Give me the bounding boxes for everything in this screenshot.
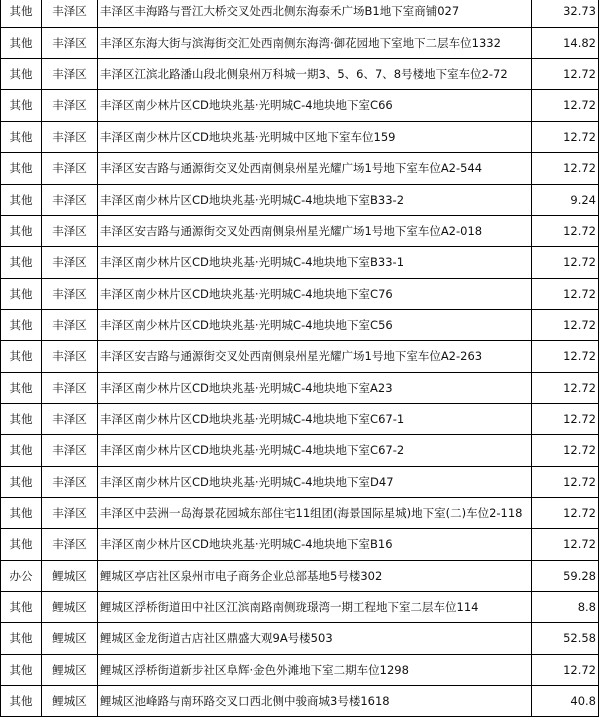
area-cell: 12.72: [532, 655, 599, 686]
area-cell: 12.72: [532, 404, 599, 435]
type-cell: 其他: [1, 310, 42, 341]
area-cell: 9.24: [532, 185, 599, 216]
table-row: [1, 341, 599, 373]
type-cell: 其他: [1, 0, 42, 28]
type-cell: 其他: [1, 28, 42, 59]
type-cell: 其他: [1, 529, 42, 561]
location-cell: 丰泽区南少林片区CD地块兆基·光明城C-4地块地下室B33-1: [98, 247, 532, 279]
location-cell: 鲤城区池峰路与南环路交叉口西北侧中骏商城3号楼1618: [98, 686, 532, 717]
type-cell: 其他: [1, 247, 42, 279]
district-cell: 丰泽区: [42, 435, 98, 467]
table-row: [1, 467, 599, 498]
type-cell: 办公: [1, 561, 42, 592]
type-cell: 其他: [1, 498, 42, 529]
location-cell: 丰泽区南少林片区CD地块兆基·光明城C-4地块地下室D47: [98, 467, 532, 498]
table-row: [1, 122, 599, 153]
type-cell: 其他: [1, 185, 42, 216]
table-row: [1, 28, 599, 59]
area-cell: 12.72: [532, 310, 599, 341]
location-cell: 丰泽区安吉路与通源街交叉处西南侧泉州星光耀广场1号地下室车位A2-544: [98, 153, 532, 185]
location-cell: 鲤城区亭店社区泉州市电子商务企业总部基地5号楼302: [98, 561, 532, 592]
table-row: [1, 404, 599, 435]
type-cell: 其他: [1, 216, 42, 247]
area-cell: 12.72: [532, 90, 599, 122]
district-cell: 丰泽区: [42, 0, 98, 28]
area-cell: 52.58: [532, 623, 599, 655]
type-cell: 其他: [1, 655, 42, 686]
area-cell: 12.72: [532, 216, 599, 247]
district-cell: 丰泽区: [42, 279, 98, 310]
district-cell: 丰泽区: [42, 373, 98, 404]
location-cell: 丰泽区南少林片区CD地块兆基·光明城C-4地块地下室B33-2: [98, 185, 532, 216]
location-cell: 丰泽区安吉路与通源街交叉处西南侧泉州星光耀广场1号地下室车位A2-263: [98, 341, 532, 373]
table-row: [1, 153, 599, 185]
area-cell: 12.72: [532, 341, 599, 373]
type-cell: 其他: [1, 467, 42, 498]
type-cell: 其他: [1, 122, 42, 153]
location-cell: 丰泽区南少林片区CD地块兆基·光明城C-4地块地下室A23: [98, 373, 532, 404]
district-cell: 丰泽区: [42, 59, 98, 90]
type-cell: 其他: [1, 373, 42, 404]
area-cell: 12.72: [532, 122, 599, 153]
district-cell: 鲤城区: [42, 561, 98, 592]
district-cell: 丰泽区: [42, 216, 98, 247]
district-cell: 丰泽区: [42, 404, 98, 435]
location-cell: 丰泽区南少林片区CD地块兆基·光明城C-4地块地下室C56: [98, 310, 532, 341]
table-row: [1, 655, 599, 686]
table-row: [1, 310, 599, 341]
table-row: [1, 498, 599, 529]
area-cell: 8.8: [532, 592, 599, 623]
type-cell: 其他: [1, 59, 42, 90]
location-cell: 丰泽区江滨北路潘山段北侧泉州万科城一期3、5、6、7、8号楼地下室车位2-72: [98, 59, 532, 90]
table-row: [1, 373, 599, 404]
table-row: [1, 216, 599, 247]
area-cell: 32.73: [532, 0, 599, 28]
district-cell: 丰泽区: [42, 122, 98, 153]
type-cell: 其他: [1, 592, 42, 623]
type-cell: 其他: [1, 404, 42, 435]
location-cell: 丰泽区南少林片区CD地块兆基·光明城C-4地块地下室C67-1: [98, 404, 532, 435]
location-cell: 鲤城区金龙街道古店社区鼎盛大观9A号楼503: [98, 623, 532, 655]
area-cell: 59.28: [532, 561, 599, 592]
location-cell: 丰泽区东海大街与滨海街交汇处西南侧东海湾·御花园地下室地下二层车位1332: [98, 28, 532, 59]
table-row: [1, 247, 599, 279]
area-cell: 12.72: [532, 467, 599, 498]
location-cell: 丰泽区丰海路与晋江大桥交叉处西北侧东海泰禾广场B1地下室商铺027: [98, 0, 532, 28]
type-cell: 其他: [1, 90, 42, 122]
table-row: [1, 59, 599, 90]
table-row: [1, 686, 599, 717]
district-cell: 鲤城区: [42, 655, 98, 686]
table-row: [1, 0, 599, 28]
table-row: [1, 279, 599, 310]
district-cell: 丰泽区: [42, 498, 98, 529]
area-cell: 12.72: [532, 435, 599, 467]
district-cell: 鲤城区: [42, 623, 98, 655]
district-cell: 鲤城区: [42, 592, 98, 623]
table-row: [1, 185, 599, 216]
table-row: [1, 435, 599, 467]
location-cell: 丰泽区南少林片区CD地块兆基·光明城C-4地块地下室B16: [98, 529, 532, 561]
area-cell: 12.72: [532, 247, 599, 279]
type-cell: 其他: [1, 279, 42, 310]
area-cell: 12.72: [532, 529, 599, 561]
location-cell: 丰泽区中芸洲一岛海景花园城东部住宅11组团(海景国际星城)地下室(二)车位2-118: [98, 498, 532, 529]
district-cell: 丰泽区: [42, 247, 98, 279]
district-cell: 丰泽区: [42, 467, 98, 498]
area-cell: 12.72: [532, 373, 599, 404]
area-cell: 12.72: [532, 153, 599, 185]
type-cell: 其他: [1, 435, 42, 467]
type-cell: 其他: [1, 153, 42, 185]
area-cell: 12.72: [532, 279, 599, 310]
district-cell: 丰泽区: [42, 529, 98, 561]
table-row: [1, 623, 599, 655]
district-cell: 丰泽区: [42, 90, 98, 122]
location-cell: 丰泽区南少林片区CD地块兆基·光明城C-4地块地下室C66: [98, 90, 532, 122]
table-row: [1, 561, 599, 592]
area-cell: 40.8: [532, 686, 599, 717]
location-cell: 鲤城区浮桥街道新步社区阜辉·金色外滩地下室二期车位1298: [98, 655, 532, 686]
table-row: [1, 90, 599, 122]
type-cell: 其他: [1, 341, 42, 373]
district-cell: 丰泽区: [42, 341, 98, 373]
district-cell: 丰泽区: [42, 153, 98, 185]
area-cell: 12.72: [532, 498, 599, 529]
location-cell: 丰泽区南少林片区CD地块兆基·光明城C-4地块地下室C76: [98, 279, 532, 310]
area-cell: 14.82: [532, 28, 599, 59]
table-row: [1, 529, 599, 561]
district-cell: 丰泽区: [42, 28, 98, 59]
table-row: [1, 592, 599, 623]
area-cell: 12.72: [532, 59, 599, 90]
district-cell: 丰泽区: [42, 310, 98, 341]
location-cell: 鲤城区浮桥街道田中社区江滨南路南侧珑璟湾一期工程地下室二层车位114: [98, 592, 532, 623]
district-cell: 丰泽区: [42, 185, 98, 216]
location-cell: 丰泽区南少林片区CD地块兆基·光明城C-4地块地下室C67-2: [98, 435, 532, 467]
type-cell: 其他: [1, 686, 42, 717]
type-cell: 其他: [1, 623, 42, 655]
district-cell: 鲤城区: [42, 686, 98, 717]
location-cell: 丰泽区安吉路与通源街交叉处西南侧泉州星光耀广场1号地下室车位A2-018: [98, 216, 532, 247]
location-cell: 丰泽区南少林片区CD地块兆基·光明城中区地下室车位159: [98, 122, 532, 153]
table-body: [1, 0, 599, 717]
